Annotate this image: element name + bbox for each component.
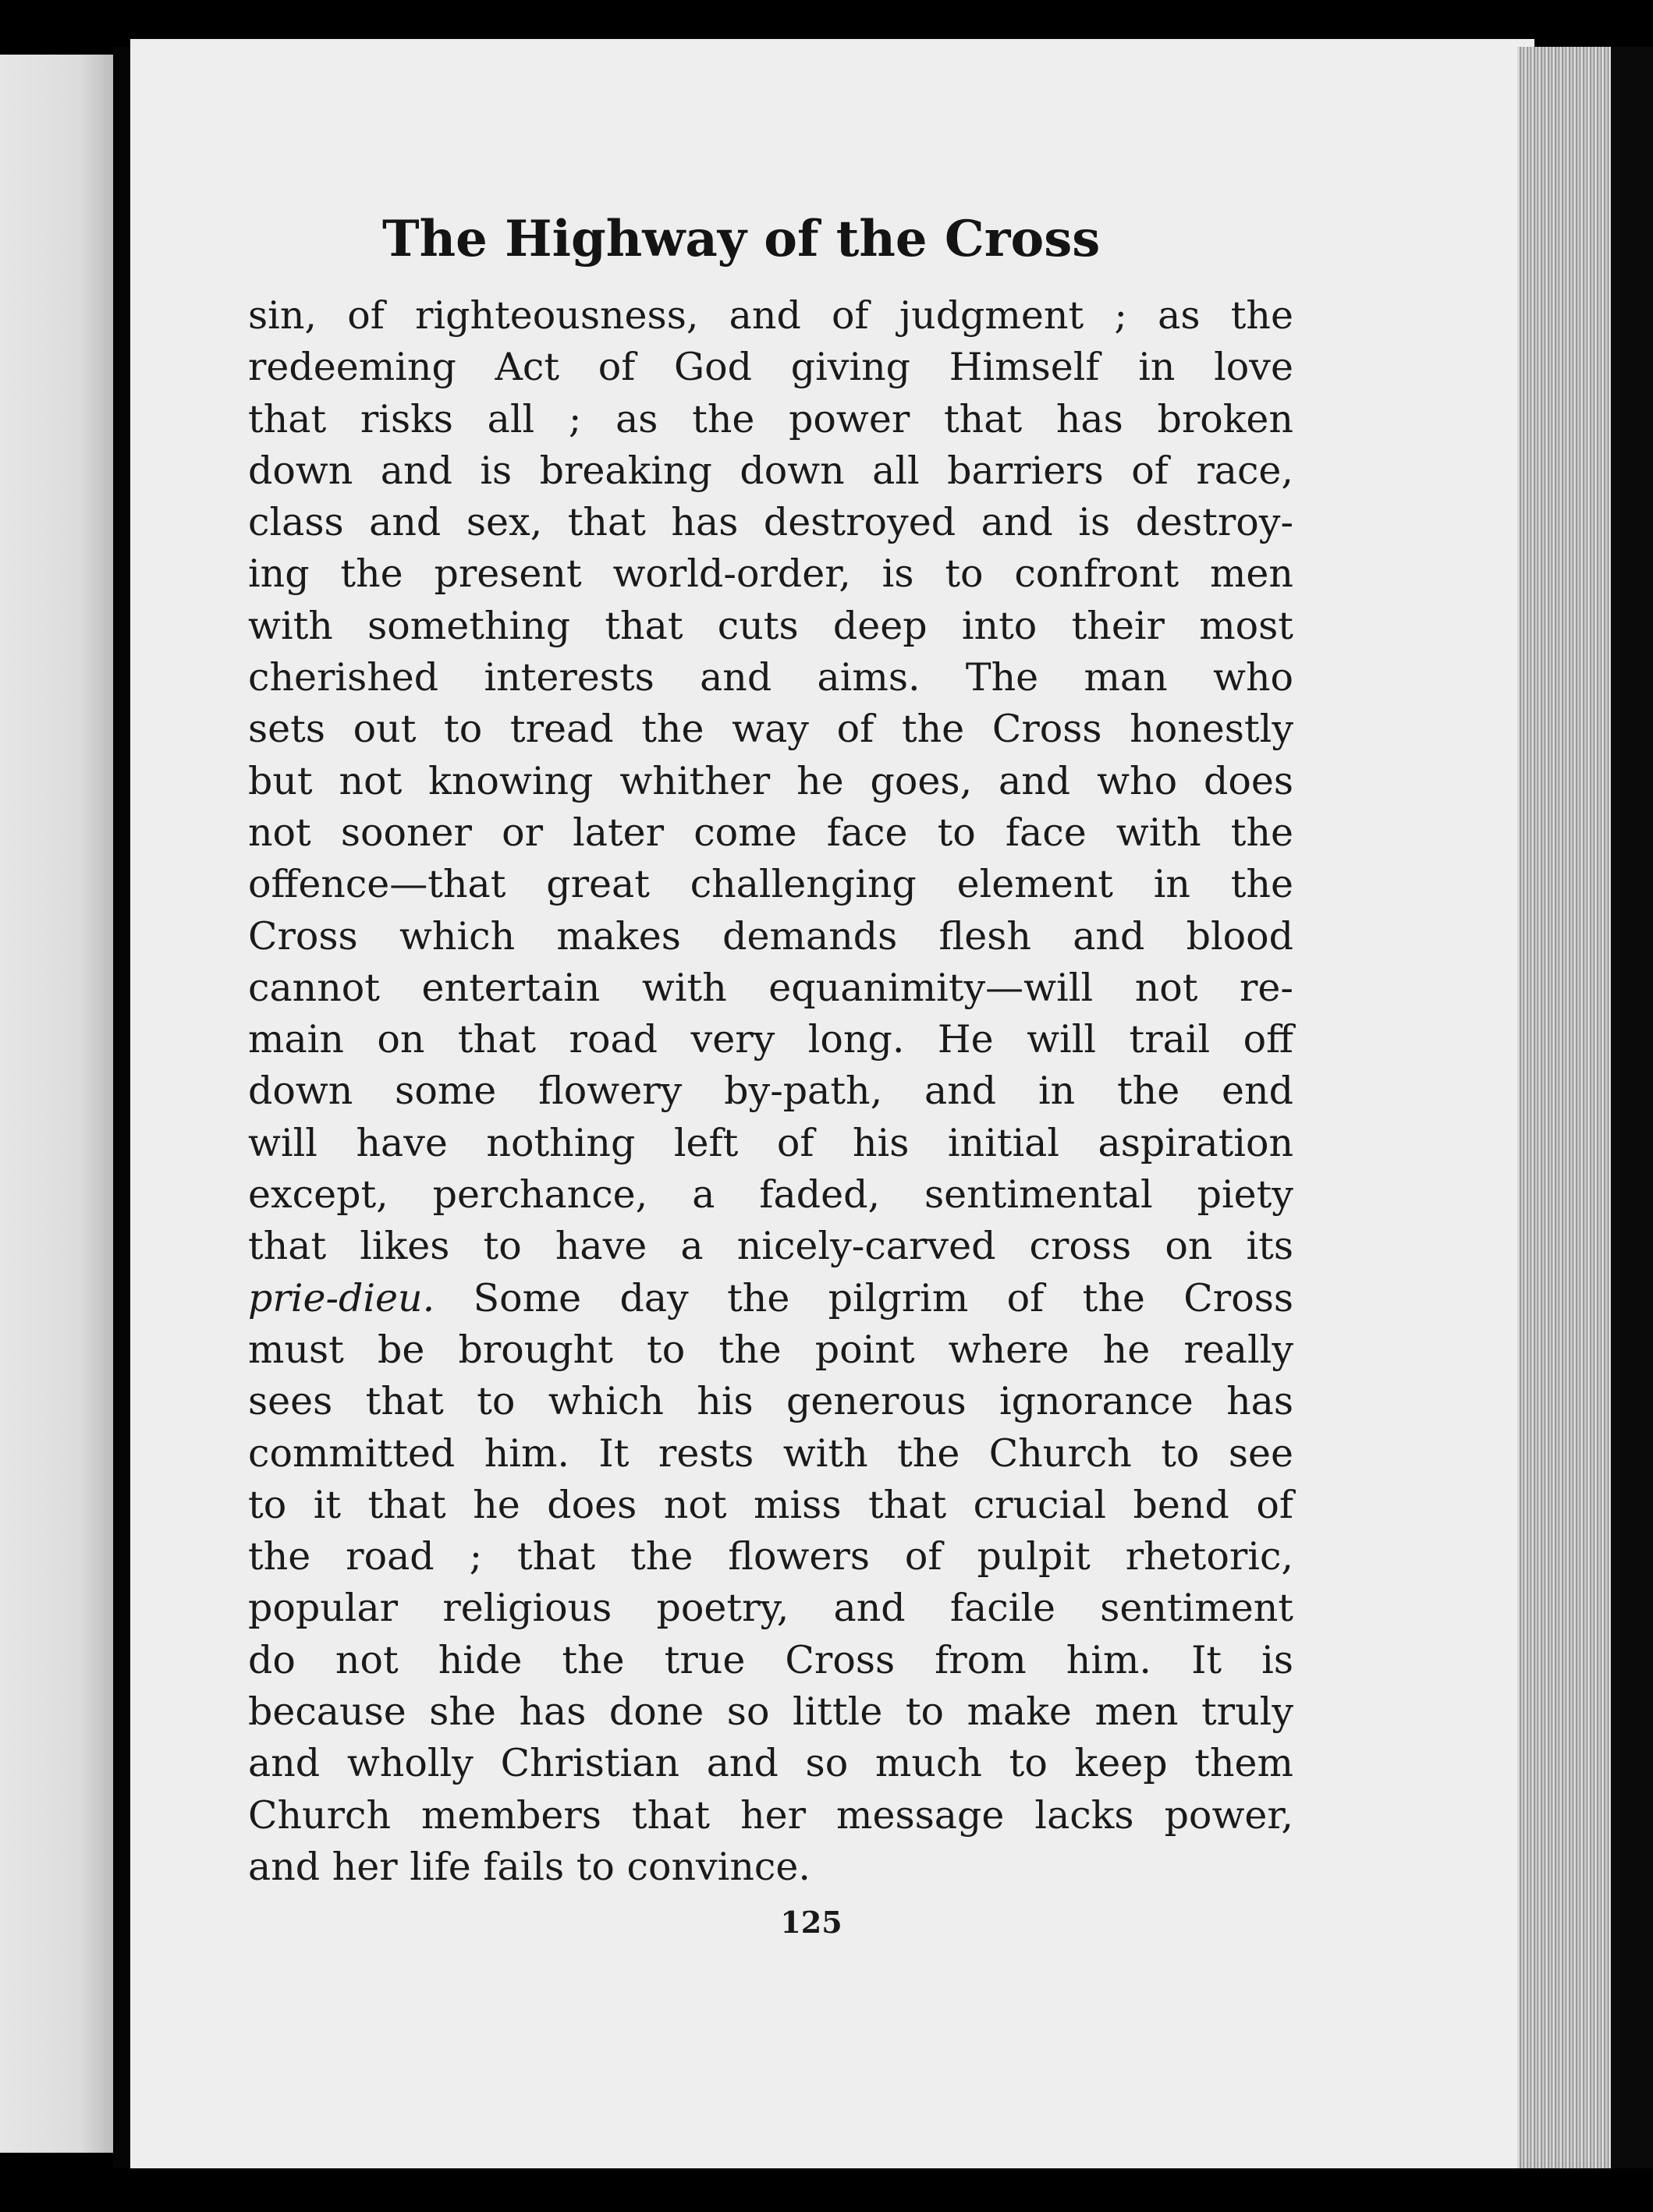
text-line: Cross which makes demands flesh and blood: [248, 913, 1293, 959]
text-line: cannot entertain with equanimity—will not re-: [248, 965, 1293, 1010]
text-line: because she has done so little to make men truly: [248, 1689, 1293, 1735]
scan-border: [1611, 47, 1653, 2168]
facing-page-edge: [0, 55, 113, 2153]
text-line: offence—that great challenging element in the: [248, 862, 1293, 907]
text-line: sin, of righteousness, and of judgment ; as the: [248, 293, 1293, 338]
text-line-rest: Some day the pilgrim of the Cross: [473, 1275, 1293, 1320]
text-line: class and sex, that has destroyed and is destroy-: [248, 500, 1293, 545]
text-line: must be brought to the point where he really: [248, 1327, 1293, 1372]
text-line: that risks all ; as the power that has broken: [248, 396, 1293, 441]
body-text: [248, 290, 1293, 1893]
text-line: committed him. It rests with the Church to see: [248, 1430, 1293, 1476]
text-line: but not knowing whither he goes, and who does: [248, 758, 1293, 803]
text-line: to it that he does not miss that crucial bend of: [248, 1482, 1293, 1527]
text-line: will have nothing left of his initial aspiration: [248, 1120, 1293, 1165]
text-line: main on that road very long. He will trail off: [248, 1017, 1293, 1062]
text-line: and wholly Christian and so much to keep them: [248, 1741, 1293, 1786]
running-head: The Highway of the Cross: [382, 210, 1101, 268]
text-line: ing the present world-order, is to confront men: [248, 551, 1293, 597]
page-number: 125: [780, 1905, 842, 1940]
text-line-final: and her life fails to convince.: [248, 1844, 811, 1889]
text-line: cherished interests and aims. The man who: [248, 655, 1293, 700]
text-line: that likes to have a nicely-carved cross on its: [248, 1224, 1293, 1269]
text-line: the road ; that the flowers of pulpit rhetoric,: [248, 1534, 1293, 1579]
text-line: with something that cuts deep into their most: [248, 603, 1293, 648]
text-line: Church members that her message lacks power,: [248, 1792, 1293, 1838]
text-line-with-italic: [248, 1273, 1293, 1324]
text-line: not sooner or later come face to face with the: [248, 810, 1293, 855]
page-stack-edges: [1517, 47, 1611, 2168]
text-line: sees that to which his generous ignorance has: [248, 1379, 1293, 1424]
text-line: sets out to tread the way of the Cross honestly: [248, 707, 1293, 752]
text-line: do not hide the true Cross from him. It is: [248, 1637, 1293, 1682]
text-line: down and is breaking down all barriers of race,: [248, 448, 1293, 493]
book-gutter: [113, 47, 130, 2168]
italic-foreign-term: prie-dieu.: [248, 1275, 435, 1320]
text-line: redeeming Act of God giving Himself in love: [248, 345, 1293, 390]
text-line: popular religious poetry, and facile sentiment: [248, 1586, 1293, 1631]
text-line: down some flowery by-path, and in the end: [248, 1069, 1293, 1114]
text-line: except, perchance, a faded, sentimental piety: [248, 1172, 1293, 1218]
